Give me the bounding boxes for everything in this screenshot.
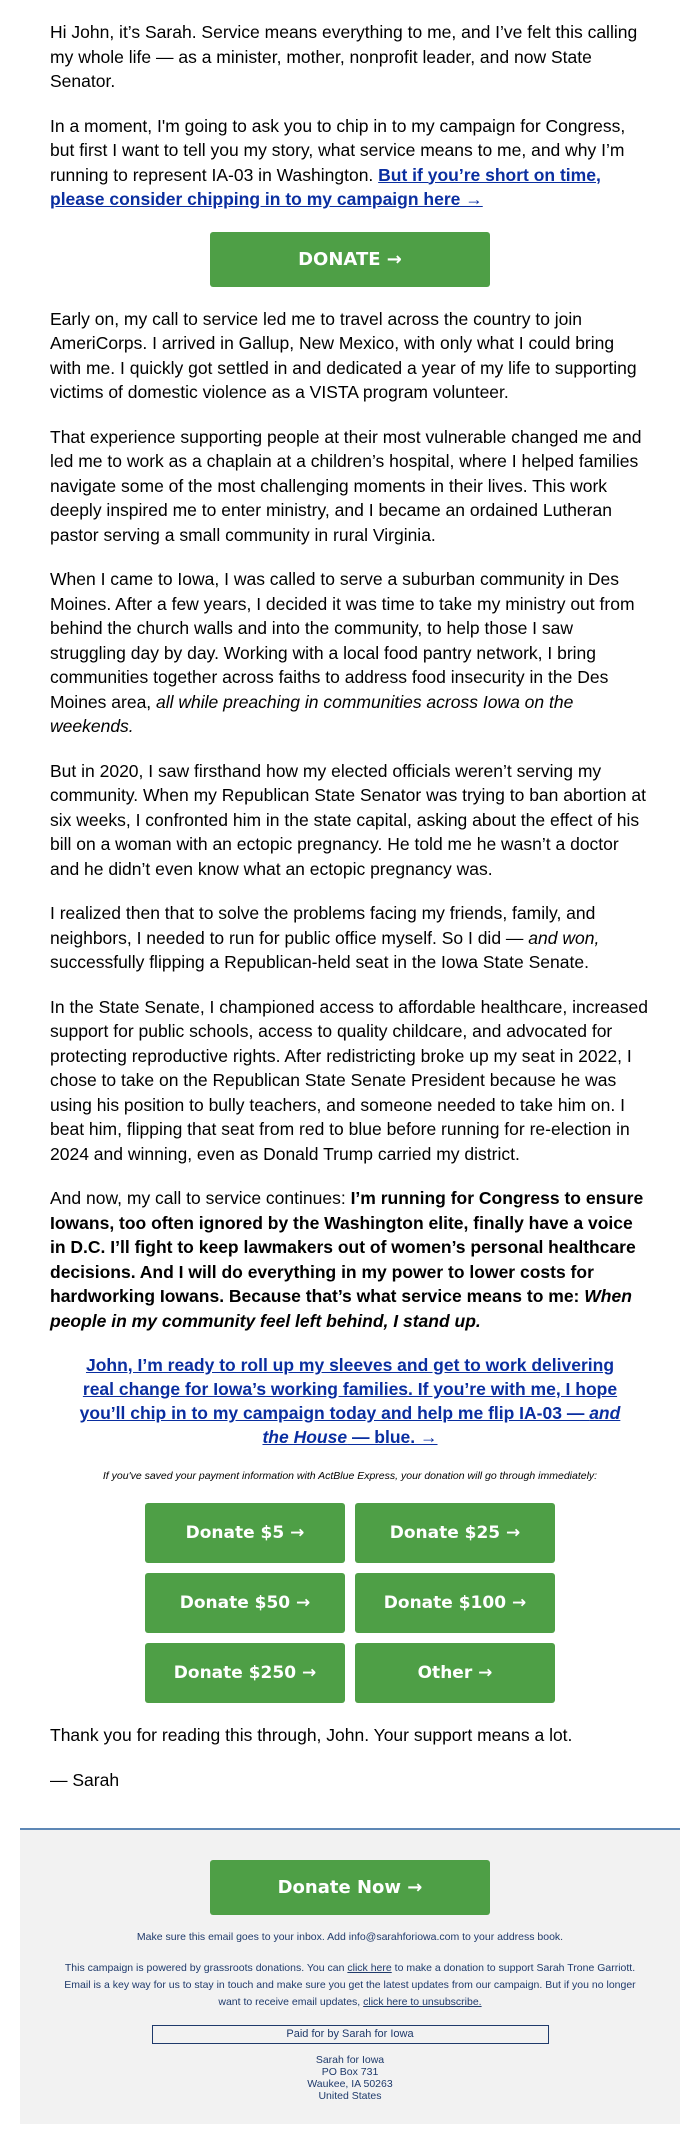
paid-for-disclaimer: Paid for by Sarah for Iowa (152, 2025, 549, 2044)
address-line-3: Waukee, IA 50263 (307, 2078, 393, 2090)
ran-italic: and won, (528, 927, 600, 948)
congress-bold: I’m running for Congress to ensure Iowans, too often ignored by the Washington elite, finally have a voice in D.C. I’ll fight to keep lawmakers out of women’s personal healthcare decisions. And I will do everything in my power to lower costs for hardworking Iowans. Because that’s what service means to me: (50, 1188, 644, 1306)
donate-button[interactable]: DONATE → (210, 232, 490, 287)
iowa-italic: all while preaching in communities across Iowa on the weekends. (50, 691, 574, 736)
story-intro-text: In a moment, I'm going to ask you to chip in to my campaign for Congress, but first I want to tell you my story, what service means to me, and why I’m running to represent IA-03 in Washington. (50, 115, 626, 185)
cta-italic: and the House (262, 1403, 621, 1447)
donate-50-button[interactable]: Donate $50 → (145, 1573, 345, 1633)
unsubscribe-link[interactable]: click here to unsubscribe. (363, 1996, 482, 2008)
ran-text-a: I realized then that to solve the problems facing my friends, family, and neighbors, I needed to run for public office myself. So I did — (50, 903, 596, 948)
iowa-paragraph (50, 567, 650, 739)
state-senate-paragraph: In the State Senate, I championed access to affordable healthcare, increased support for public schools, access to quality childcare, and advocated for protecting reproductive rights. After redistricting broke up my seat in 2022, I chose to take on the Republican State Senate President because he was using his position to bully teachers, and someone needed to take him on. I beat him, flipping that seat from red to blue before running for re-election in 2024 and winning, even as Donald Trump carried my district. (50, 996, 648, 1164)
donate-100-button[interactable]: Donate $100 → (355, 1573, 555, 1633)
ran-text-b: successfully flipping a Republican-held seat in the Iowa State Senate. (50, 952, 589, 972)
cta-link[interactable] (70, 1353, 630, 1449)
donate-25-button[interactable]: Donate $25 → (355, 1503, 555, 1563)
ran-for-office-paragraph (50, 901, 650, 975)
story-intro-paragraph (50, 114, 650, 212)
americorps-paragraph: Early on, my call to service led me to travel across the country to join AmeriCorps. I arrived in Gallup, New Mexico, with only what I could bring with me. I quickly got settled in and dedicated a year of my life to supporting victims of domestic violence as a VISTA program volunteer. (50, 308, 637, 402)
email-content (20, 20, 680, 1792)
powered-text-b: to make a donation to support Sarah Trone Garriott. Email is a key way for us to stay in touch and make sure you get the latest updates from our campaign. But if you no longer want to receive email updates, (64, 1962, 636, 2008)
cta-text-b: — blue. → (347, 1427, 438, 1447)
congress-bold-italic: When people in my community feel left behind, I stand up. (50, 1286, 632, 1331)
address-line-1: Sarah for Iowa (315, 2054, 385, 2066)
chip-in-link[interactable]: But if you’re short on time, please consider chipping in to my campaign here → (50, 164, 601, 209)
donation-amount-grid (145, 1503, 555, 1703)
donate-5-button[interactable]: Donate $5 → (145, 1503, 345, 1563)
mailing-address (20, 2054, 680, 2102)
congress-paragraph (50, 1186, 650, 1333)
donate-click-here-link[interactable]: click here (347, 1962, 392, 1974)
donate-other-button[interactable]: Other → (355, 1643, 555, 1703)
signoff: — Sarah (50, 1769, 120, 1790)
address-line-4: United States (318, 2090, 382, 2102)
intro-paragraph: Hi John, it’s Sarah. Service means everything to me, and I’ve felt this calling my whole life — as a minister, mother, nonprofit leader, and now State Senator. (50, 22, 638, 91)
thanks-paragraph: Thank you for reading this through, John. Your support means a lot. (50, 1725, 573, 1745)
powered-note (60, 1960, 640, 2011)
senator-paragraph: But in 2020, I saw firsthand how my elected officials weren’t serving my community. When my Republican State Senator was trying to ban abortion at six weeks, I confronted him in the state capital, asking about the effect of his bill on a woman with an ectopic pregnancy. He told me he wasn’t a doctor and he didn’t even know what an ectopic pregnancy was. (50, 760, 646, 879)
iowa-text: When I came to Iowa, I was called to serve a suburban community in Des Moines. After a few years, I decided it was time to take my ministry out from behind the church walls and into the community, to help those I saw struggling day by day. Working with a local food pantry network, I bring communities together across faiths to address food insecurity in the Des Moines area, (50, 569, 635, 712)
cta-text-a: John, I’m ready to roll up my sleeves and get to work delivering real change for Iowa’s working families. If you’re with me, I hope you’ll chip in to my campaign today and help me flip IA-03 — (79, 1355, 618, 1423)
donate-now-button[interactable]: Donate Now → (210, 1860, 490, 1915)
donate-250-button[interactable]: Donate $250 → (145, 1643, 345, 1703)
inbox-note: Make sure this email goes to your inbox. Add info@sarahforiowa.com to your address book. (136, 1931, 564, 1943)
powered-text-a: This campaign is powered by grassroots donations. You can (64, 1962, 348, 1974)
email-body (20, 0, 680, 2124)
email-footer (20, 1828, 680, 2124)
actblue-note: If you've saved your payment information with ActBlue Express, your donation will go through immediately: (102, 1470, 598, 1482)
chaplain-paragraph: That experience supporting people at their most vulnerable changed me and led me to work as a chaplain at a children’s hospital, where I helped families navigate some of the most challenging moments in their lives. This work deeply inspired me to enter ministry, and I became an ordained Lutheran pastor serving a small community in rural Virginia. (50, 426, 642, 545)
congress-text: And now, my call to service continues: (50, 1188, 351, 1208)
address-line-2: PO Box 731 (321, 2066, 379, 2078)
